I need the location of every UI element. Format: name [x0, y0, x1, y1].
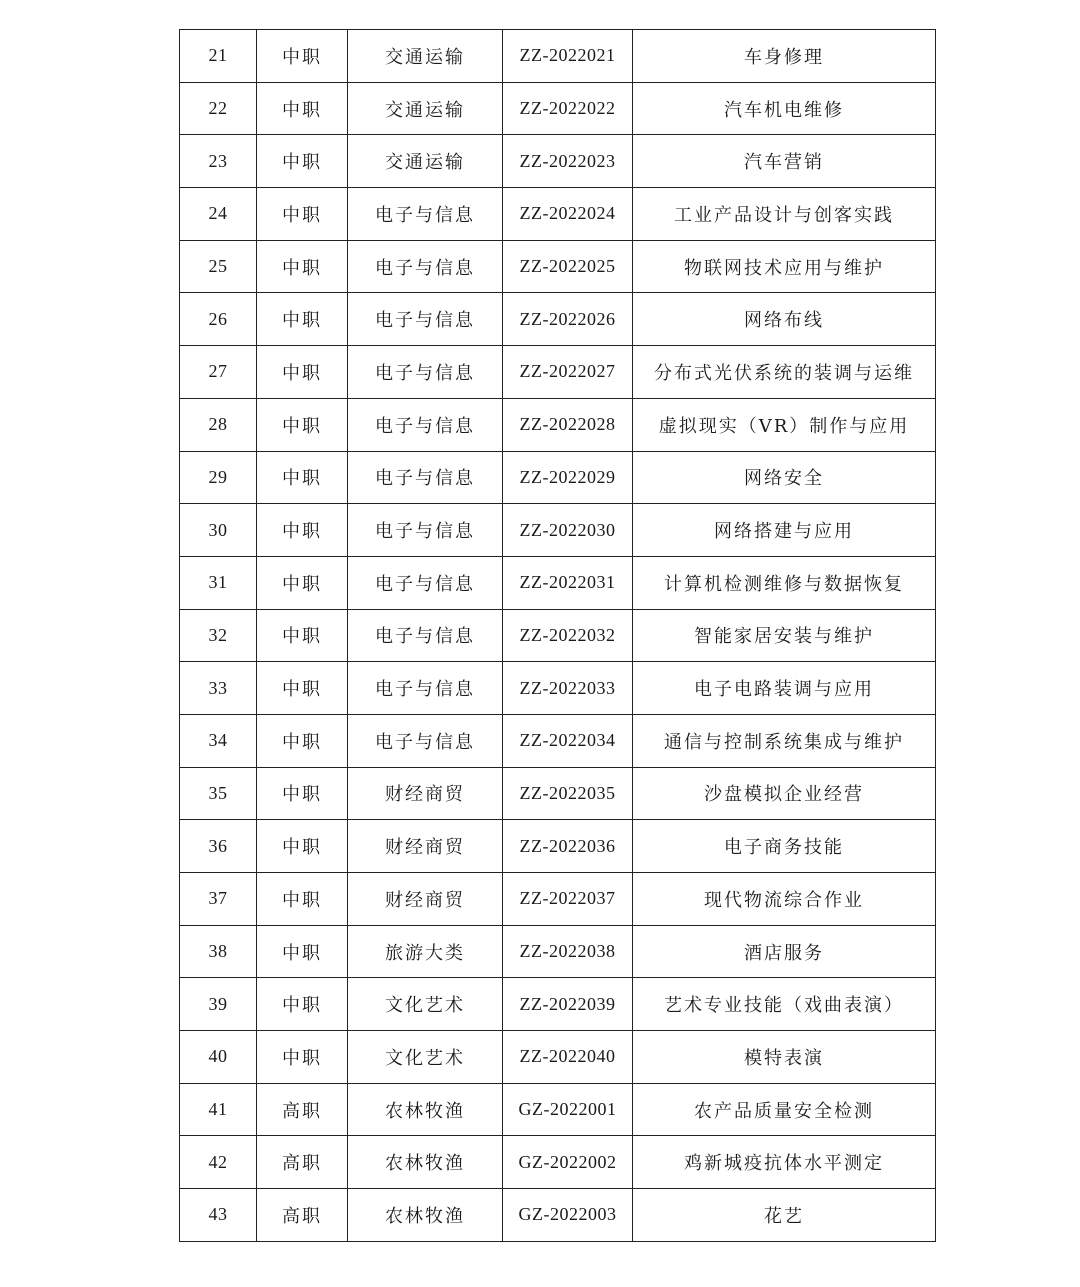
- event-name: 沙盘模拟企业经营: [633, 767, 936, 820]
- row-number: 27: [180, 346, 257, 399]
- table-row: [180, 714, 936, 767]
- school-level: 中职: [257, 978, 348, 1031]
- subject-category: 交通运输: [348, 30, 503, 83]
- subject-category: 财经商贸: [348, 820, 503, 873]
- event-code: ZZ-2022040: [503, 1031, 633, 1084]
- row-number: 29: [180, 451, 257, 504]
- subject-category: 电子与信息: [348, 662, 503, 715]
- event-code: ZZ-2022031: [503, 556, 633, 609]
- row-number: 22: [180, 82, 257, 135]
- table-row: [180, 767, 936, 820]
- event-name: 分布式光伏系统的装调与运维: [633, 346, 936, 399]
- event-name: 酒店服务: [633, 925, 936, 978]
- event-name: 物联网技术应用与维护: [633, 240, 936, 293]
- event-name: 车身修理: [633, 30, 936, 83]
- event-name: 虚拟现实（VR）制作与应用: [633, 398, 936, 451]
- table-row: [180, 82, 936, 135]
- table-row: [180, 135, 936, 188]
- event-name: 智能家居安装与维护: [633, 609, 936, 662]
- school-level: 中职: [257, 293, 348, 346]
- event-name: 计算机检测维修与数据恢复: [633, 556, 936, 609]
- table-body: [180, 30, 936, 1242]
- event-name: 工业产品设计与创客实践: [633, 188, 936, 241]
- table-row: [180, 820, 936, 873]
- school-level: 中职: [257, 188, 348, 241]
- table-row: [180, 556, 936, 609]
- event-code: GZ-2022002: [503, 1136, 633, 1189]
- event-name: 现代物流综合作业: [633, 873, 936, 926]
- subject-category: 财经商贸: [348, 873, 503, 926]
- school-level: 高职: [257, 1136, 348, 1189]
- school-level: 中职: [257, 240, 348, 293]
- event-code: GZ-2022003: [503, 1189, 633, 1242]
- subject-category: 旅游大类: [348, 925, 503, 978]
- table-row: [180, 1083, 936, 1136]
- event-name: 汽车营销: [633, 135, 936, 188]
- table-row: [180, 925, 936, 978]
- event-name: 电子电路装调与应用: [633, 662, 936, 715]
- competition-table: [179, 29, 936, 1242]
- event-code: ZZ-2022036: [503, 820, 633, 873]
- table-row: [180, 978, 936, 1031]
- school-level: 中职: [257, 925, 348, 978]
- competition-table-container: [179, 29, 935, 1242]
- row-number: 23: [180, 135, 257, 188]
- school-level: 中职: [257, 346, 348, 399]
- event-name: 农产品质量安全检测: [633, 1083, 936, 1136]
- table-row: [180, 293, 936, 346]
- table-row: [180, 346, 936, 399]
- school-level: 中职: [257, 609, 348, 662]
- event-code: GZ-2022001: [503, 1083, 633, 1136]
- event-name: 电子商务技能: [633, 820, 936, 873]
- table-row: [180, 240, 936, 293]
- event-code: ZZ-2022038: [503, 925, 633, 978]
- event-code: ZZ-2022022: [503, 82, 633, 135]
- subject-category: 电子与信息: [348, 398, 503, 451]
- row-number: 30: [180, 504, 257, 557]
- table-row: [180, 662, 936, 715]
- school-level: 中职: [257, 30, 348, 83]
- row-number: 43: [180, 1189, 257, 1242]
- table-row: [180, 1189, 936, 1242]
- subject-category: 电子与信息: [348, 293, 503, 346]
- table-row: [180, 873, 936, 926]
- row-number: 34: [180, 714, 257, 767]
- event-code: ZZ-2022024: [503, 188, 633, 241]
- event-name: 花艺: [633, 1189, 936, 1242]
- school-level: 高职: [257, 1189, 348, 1242]
- event-code: ZZ-2022027: [503, 346, 633, 399]
- event-code: ZZ-2022034: [503, 714, 633, 767]
- school-level: 高职: [257, 1083, 348, 1136]
- subject-category: 农林牧渔: [348, 1083, 503, 1136]
- row-number: 26: [180, 293, 257, 346]
- subject-category: 交通运输: [348, 82, 503, 135]
- subject-category: 交通运输: [348, 135, 503, 188]
- row-number: 31: [180, 556, 257, 609]
- event-code: ZZ-2022021: [503, 30, 633, 83]
- row-number: 37: [180, 873, 257, 926]
- subject-category: 财经商贸: [348, 767, 503, 820]
- row-number: 40: [180, 1031, 257, 1084]
- subject-category: 电子与信息: [348, 188, 503, 241]
- subject-category: 电子与信息: [348, 451, 503, 504]
- table-row: [180, 398, 936, 451]
- subject-category: 文化艺术: [348, 978, 503, 1031]
- event-name: 模特表演: [633, 1031, 936, 1084]
- subject-category: 电子与信息: [348, 556, 503, 609]
- event-code: ZZ-2022032: [503, 609, 633, 662]
- event-name: 网络布线: [633, 293, 936, 346]
- school-level: 中职: [257, 556, 348, 609]
- subject-category: 电子与信息: [348, 240, 503, 293]
- event-code: ZZ-2022037: [503, 873, 633, 926]
- event-code: ZZ-2022025: [503, 240, 633, 293]
- row-number: 33: [180, 662, 257, 715]
- row-number: 28: [180, 398, 257, 451]
- table-row: [180, 451, 936, 504]
- school-level: 中职: [257, 1031, 348, 1084]
- row-number: 25: [180, 240, 257, 293]
- table-row: [180, 609, 936, 662]
- school-level: 中职: [257, 662, 348, 715]
- subject-category: 农林牧渔: [348, 1136, 503, 1189]
- event-name: 汽车机电维修: [633, 82, 936, 135]
- event-code: ZZ-2022030: [503, 504, 633, 557]
- row-number: 21: [180, 30, 257, 83]
- subject-category: 电子与信息: [348, 346, 503, 399]
- event-code: ZZ-2022039: [503, 978, 633, 1031]
- subject-category: 电子与信息: [348, 609, 503, 662]
- school-level: 中职: [257, 398, 348, 451]
- row-number: 24: [180, 188, 257, 241]
- school-level: 中职: [257, 82, 348, 135]
- table-row: [180, 30, 936, 83]
- event-code: ZZ-2022023: [503, 135, 633, 188]
- row-number: 42: [180, 1136, 257, 1189]
- school-level: 中职: [257, 504, 348, 557]
- event-code: ZZ-2022035: [503, 767, 633, 820]
- school-level: 中职: [257, 820, 348, 873]
- row-number: 32: [180, 609, 257, 662]
- table-row: [180, 188, 936, 241]
- event-name: 鸡新城疫抗体水平测定: [633, 1136, 936, 1189]
- event-code: ZZ-2022028: [503, 398, 633, 451]
- school-level: 中职: [257, 714, 348, 767]
- subject-category: 电子与信息: [348, 714, 503, 767]
- event-code: ZZ-2022033: [503, 662, 633, 715]
- school-level: 中职: [257, 767, 348, 820]
- school-level: 中职: [257, 451, 348, 504]
- event-code: ZZ-2022029: [503, 451, 633, 504]
- table-row: [180, 1136, 936, 1189]
- subject-category: 农林牧渔: [348, 1189, 503, 1242]
- event-name: 网络安全: [633, 451, 936, 504]
- event-name: 网络搭建与应用: [633, 504, 936, 557]
- row-number: 39: [180, 978, 257, 1031]
- row-number: 41: [180, 1083, 257, 1136]
- row-number: 36: [180, 820, 257, 873]
- row-number: 38: [180, 925, 257, 978]
- school-level: 中职: [257, 135, 348, 188]
- event-name: 艺术专业技能（戏曲表演）: [633, 978, 936, 1031]
- table-row: [180, 504, 936, 557]
- subject-category: 电子与信息: [348, 504, 503, 557]
- school-level: 中职: [257, 873, 348, 926]
- event-code: ZZ-2022026: [503, 293, 633, 346]
- subject-category: 文化艺术: [348, 1031, 503, 1084]
- table-row: [180, 1031, 936, 1084]
- event-name: 通信与控制系统集成与维护: [633, 714, 936, 767]
- row-number: 35: [180, 767, 257, 820]
